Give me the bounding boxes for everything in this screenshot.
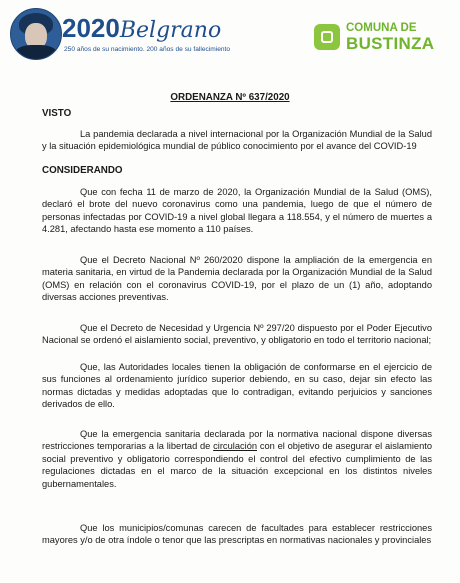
logo-line2: BUSTINZA	[346, 34, 435, 53]
logo-brand-text	[62, 14, 221, 45]
considerando-paragraph-4: Que, las Autoridades locales tienen la obligación de conformarse en el ejercicio de sus funciones al ordenamiento jurídico superior debiendo, en su caso, dejar sin efecto las normas dictadas y medidas adoptadas que lo contradigan, evitando perjuicios y sanciones derivados de ello.	[42, 362, 432, 410]
underlined-word: circulación	[213, 441, 258, 452]
logo-tagline: 250 años de su nacimiento. 200 años de su fallecimiento	[64, 46, 231, 53]
paragraph-5-start: Que la emergencia sanitaria declarada por la normativa nacional dispone diversas restricciones temporarias a la libertad de	[42, 429, 432, 452]
visto-heading: VISTO	[42, 108, 72, 119]
considerando-paragraph-2: Que el Decreto Nacional Nº 260/2020 dispone la ampliación de la emergencia en materia sanitaria, en virtud de la Pandemia declarada por la Organización Mundial de la Salud (OMS) en relación con el coronavirus COVID-19, por el plazo de un (1) año, adoptando diversas acciones preventivas.	[42, 255, 432, 303]
logo-line1: COMUNA DE	[346, 22, 417, 34]
document-title: ORDENANZA Nº 637/2020	[170, 92, 290, 103]
considerando-paragraph-6: Que los municipios/comunas carecen de facultades para establecer restricciones mayores y/o de otra índole o tenor que las prescriptas en normativas nacionales y provinciales	[42, 523, 432, 546]
comuna-bustinza-logo	[312, 22, 454, 62]
logo-name: Belgrano	[119, 18, 222, 43]
belgrano-portrait-icon	[10, 8, 62, 60]
belgrano-2020-logo	[8, 6, 231, 66]
visto-paragraph: La pandemia declarada a nivel internacional por la Organización Mundial de la Salud y la situación epidemiológica mundial de público conocimiento por el avance del COVID-19	[42, 129, 432, 152]
considerando-paragraph-1: Que con fecha 11 de marzo de 2020, la Organización Mundial de la Salud (OMS), declaró el brote del nuevo coronavirus como una pandemia, luego de que el número de personas infectadas por COVID-19 a nivel global llegara a 118.554, y el número de muertes a 4.281, afectando hasta ese momento a 110 países.	[42, 187, 432, 235]
considerando-paragraph-5	[42, 428, 432, 490]
considerando-heading: CONSIDERANDO	[42, 165, 123, 176]
logo-year: 2020	[62, 13, 120, 43]
paragraph-5-end: con el objetivo de asegurar el aislamiento social preventivo y obligatorio correspondiendo el control del efectivo cumplimiento de las regulaciones dictadas en el marco de la situación excepcional en los distintos niveles gubernamentales.	[42, 441, 432, 489]
considerando-paragraph-3: Que el Decreto de Necesidad y Urgencia Nº 297/20 dispuesto por el Poder Ejecutivo Nacional se ordenó el aislamiento social, preventivo, y obligatorio en todo el territorio nacional;	[42, 323, 432, 346]
comuna-emblem-icon	[314, 24, 340, 50]
